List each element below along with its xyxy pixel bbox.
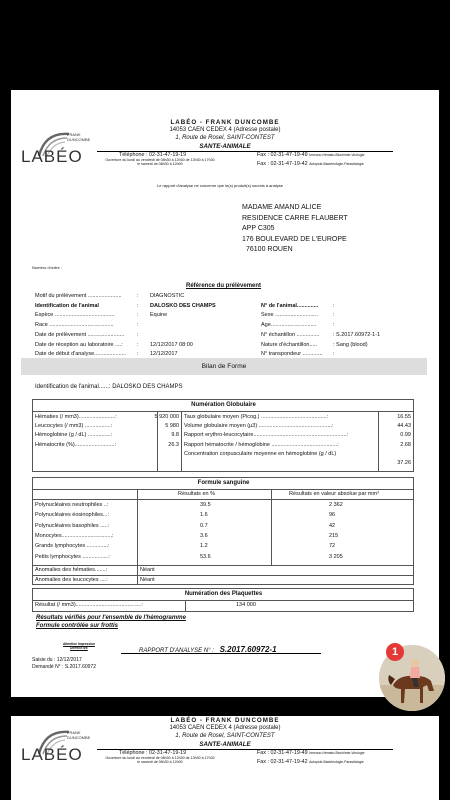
lab-address-1: 14053 CAEN CEDEX 4 (Adresse postale) <box>169 127 281 133</box>
fs-row-abs: 3 205 <box>329 553 343 560</box>
controlled-note: Formule contrôlée sur frottis <box>36 623 119 629</box>
saisie-date: Saisie du : 12/12/2017 <box>32 657 82 663</box>
numero-ordre: Numéro d'ordre : <box>32 265 62 270</box>
ng-left-value: 9.8 <box>171 432 179 439</box>
logo-word-2: LABÉO <box>21 745 83 764</box>
attention-print: Attention Impression DEFINITIVE <box>63 642 95 650</box>
prelevement-right-label: Age.............................. <box>261 322 317 329</box>
prelevement-right-label: N° de l'animal.............. <box>261 302 319 309</box>
lab-phone: Téléphone : 02-31-47-19-19 <box>119 152 187 158</box>
col-abs-header: Résultats en valeur absolue par mm³ <box>289 491 379 497</box>
fs-row-pct: 3.6 <box>200 532 208 539</box>
plaquettes-title: Numération des Plaquettes <box>184 591 263 597</box>
fs-row-label: Polynucléaires basophiles .....: <box>35 522 110 529</box>
fs-row-label: Monocytes.................................: <box>35 532 114 539</box>
plaquettes-label: Résultat (/ mm3)...........................................: <box>35 602 143 608</box>
lab-fax-2: Fax : 02-31-47-19-42 Autopsie-Bactériologie-Parasitologie <box>257 161 364 167</box>
prelevement-label: Date de prélèvement ........................ <box>35 331 125 338</box>
prelevement-colon: : <box>137 341 139 348</box>
fs-row-label: Polynucléaires éosinophiles...: <box>35 512 109 519</box>
prelevement-label: Date de réception au laboratoire ....: <box>35 341 123 348</box>
lab-fax-2-2: Fax : 02-31-47-19-42 Autopsie-Bactériologie-Parasitologie <box>257 759 364 765</box>
fs-row-abs: 42 <box>329 522 336 529</box>
lab-department: SANTE-ANIMALE <box>199 143 251 150</box>
prelevement-right-value: : <box>333 312 335 319</box>
disclaimer: Le rapport d'analyse ne concerne que le(s) produit(s) soumis à analyse <box>157 183 283 188</box>
prelevement-colon: : <box>137 302 139 309</box>
ng-left-value: 26.3 <box>168 441 179 448</box>
prelevement-right-label: N° transpondeur ............. <box>261 351 323 358</box>
formule-sanguine-box <box>32 477 414 585</box>
lab-title: LABÉO - FRANK DUNCOMBE <box>170 119 280 126</box>
rapport-label: RAPPORT D'ANALYSE N° : S.2017.60972-1 <box>139 645 277 654</box>
lab-title-2: LABÉO - FRANK DUNCOMBE <box>170 717 280 724</box>
ng-right-label: Rapport erythro-leucocytaire.............................................................: <box>184 432 349 439</box>
prelevement-colon: : <box>137 351 139 358</box>
prelevement-right-value: : Sang (blood) <box>333 341 368 348</box>
lab-hours-2: Ouverture du lundi au vendredi de 08h30 à 12h30 de 13h30 à 17h30 le samedi de 08h30 à 12h00 <box>105 756 215 765</box>
ng-left-label: Leucocytes (/ mm3) .................: <box>35 423 113 430</box>
prelevement-right-label: Nature d'échantillon..... <box>261 341 318 348</box>
prelevement-value: Equine <box>150 312 168 319</box>
notification-badge: 1 <box>386 643 404 661</box>
plaquettes-value: 134 000 <box>236 602 256 608</box>
demande-num: Demandé N° : S.2017.60972 <box>32 664 96 670</box>
fs-row-pct: 0.7 <box>200 522 208 529</box>
fs-row-abs: 2 362 <box>329 502 343 508</box>
plaquettes-box <box>32 588 414 612</box>
lab-address-1-2: 14053 CAEN CEDEX 4 (Adresse postale) <box>169 725 281 731</box>
fs-row-pct: 53.6 <box>200 553 211 560</box>
fs-row-abs: 72 <box>329 543 336 550</box>
lab-fax-1-2: Fax : 02-31-47-19-49 Immuno-Hémato-Biochimie-Virologie <box>257 750 365 756</box>
lab-header <box>11 90 439 170</box>
verified-note: Résultats vérifiés pour l'ensemble de l'hémogramme <box>36 615 186 621</box>
lab-address-2: 1, Route de Rosel, SAINT-CONTEST <box>175 135 275 141</box>
ng-left-label: Hémoglobine (g / dL) ...............: <box>35 432 113 439</box>
fs-row-pct: 1.6 <box>200 512 208 519</box>
lab-phone-2: Téléphone : 02-31-47-19-19 <box>119 750 187 756</box>
report-page-2 <box>11 716 439 800</box>
ng-right-value: 44.43 <box>397 423 411 430</box>
lab-fax-1: Fax : 02-31-47-19-49 Immuno-Hémato-Biochimie-Virologie <box>257 152 365 158</box>
ng-left-value: 5 920 000 <box>154 414 179 420</box>
fs-row-abs: 215 <box>329 532 339 539</box>
prelevement-label: Espèce ....................................... <box>35 312 115 319</box>
ng-right-label: Volume globulaire moyen (µ3) ................................................: <box>184 423 334 430</box>
prelevement-value: 12/12/2017 <box>150 351 178 358</box>
logo-small-text: FRANK DUNCOMBE <box>67 132 91 142</box>
ng-left-label: Hématocrite (%)..........................: <box>35 441 116 448</box>
prelevement-colon: : <box>137 293 139 299</box>
prelevement-right-label: N° échantillon ............... <box>261 331 320 338</box>
col-pct-header: Résultats en % <box>178 491 215 497</box>
numeration-globulaire-title: Numération Globulaire <box>191 402 256 408</box>
ng-right-value: 2.68 <box>400 441 411 448</box>
numeration-globulaire-box <box>32 399 414 472</box>
fs-row-abs: 96 <box>329 512 336 519</box>
prelevement-colon: : <box>137 312 139 319</box>
ng-right-value: 16.55 <box>397 414 411 420</box>
fs-row-pct: 39.5 <box>200 502 211 508</box>
ng-right-label: Taux globulaire moyen (Picog.) ...........................................: <box>184 414 329 420</box>
fs-row-pct: 1.2 <box>200 543 208 550</box>
recipient-address: MADAME AMAND ALICE RESIDENCE CARRE FLAUBERT APP C305 176 BOULEVARD DE L'EUROPE 76100 ROUEN <box>242 204 348 253</box>
lab-department-2: SANTE-ANIMALE <box>199 741 251 748</box>
prelevement-label: Date de début d'analyse..................... <box>35 351 127 358</box>
prelevement-right-value: : <box>333 322 335 329</box>
logo-small-text-2: FRANK DUNCOMBE <box>67 730 91 740</box>
ng-right-label: Concentration corpusculaire moyenne en hémoglobine (g / dL) <box>184 451 337 457</box>
anomalies-leucocytes-value: Néant <box>140 577 155 583</box>
fs-row-label: Petits lymphocytes .................: <box>35 553 110 560</box>
ng-right-value: 0.99 <box>400 432 411 439</box>
anomalies-leucocytes-label: Anomalies des leucocytes ....: <box>35 577 108 583</box>
prelevement-colon: : <box>137 331 139 338</box>
ng-left-label: Hématies (/ mm3)........................: <box>35 414 117 420</box>
prelevement-value: DIAGNOSTIC <box>150 293 185 299</box>
report-page <box>11 90 439 697</box>
prelevement-colon: : <box>137 322 139 329</box>
fs-row-label: Grands lymphocytes ..............: <box>35 543 110 550</box>
prelevement-right-value: : <box>333 302 335 309</box>
ng-right-value: 37.26 <box>397 460 411 466</box>
anomalies-hematies-label: Anomalies des hématies.......: <box>35 567 108 573</box>
prelevement-right-value: : <box>333 351 335 358</box>
bilan-ident: Identification de l'animal......: DALOSKO DES CHAMPS <box>35 384 183 390</box>
prelevement-heading: Référence du prélèvement <box>186 283 262 289</box>
lab-header-2 <box>11 716 439 768</box>
prelevement-label: Identification de l'animal <box>35 302 99 309</box>
logo-word: LABÉO <box>21 147 83 166</box>
ng-left-value: 5 980 <box>165 423 179 430</box>
prelevement-label: Race .......................................... <box>35 322 114 329</box>
anomalies-hematies-value: Néant <box>140 567 155 573</box>
ng-right-label: Rapport hématocrite / hémoglobine ...........................................: <box>184 441 339 448</box>
prelevement-right-value: : S.2017.60972-1-1 <box>333 331 381 338</box>
lab-address-2-2: 1, Route de Rosel, SAINT-CONTEST <box>175 733 275 739</box>
formule-sanguine-title: Formule sanguine <box>197 480 250 486</box>
lab-hours: Ouverture du lundi au vendredi de 08h30 à 12h30 de 13h30 à 17h30 le samedi de 08h30 à 12h00 <box>105 158 215 167</box>
bilan-title: Bilan de Forme <box>21 358 427 375</box>
prelevement-value: DALOSKO DES CHAMPS <box>150 302 216 309</box>
prelevement-label: Motif du prélèvement ...................... <box>35 293 122 299</box>
fs-row-label: Polynucléaires neutrophiles ..: <box>35 502 109 508</box>
prelevement-value: 12/12/2017 08:00 <box>150 341 193 348</box>
prelevement-right-label: Sexe ............................ <box>261 312 318 319</box>
